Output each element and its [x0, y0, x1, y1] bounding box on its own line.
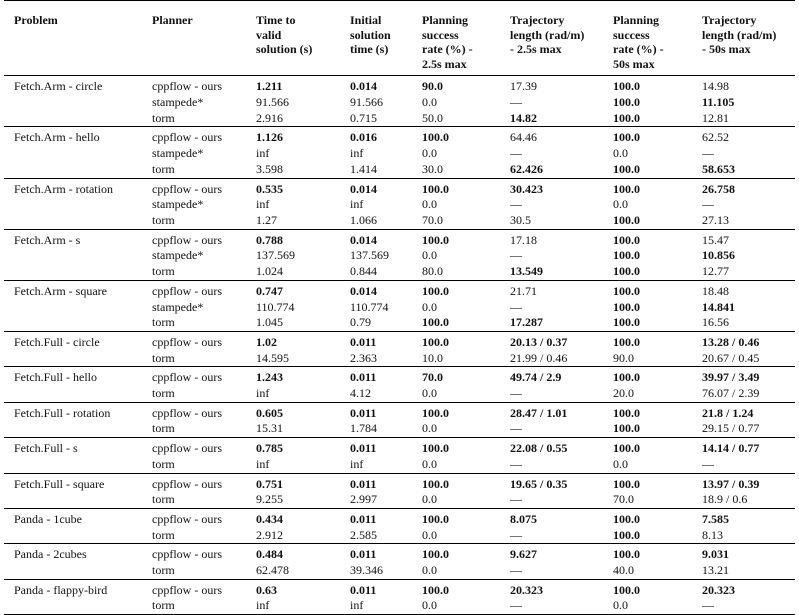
initial-time-cell: 0.011 — [340, 508, 412, 527]
problem-cell — [4, 421, 142, 437]
success-50s-cell: 100.0 — [613, 315, 640, 330]
problem-cell — [4, 213, 142, 229]
success-50s-cell: 100.0 — [603, 508, 692, 527]
traj-length-50s-cell: 39.97 / 3.49 — [692, 367, 795, 386]
planner-cell: stampede* — [152, 95, 204, 110]
time-valid-cell: 137.569 — [256, 248, 295, 263]
initial-time-cell: 0.011 — [340, 402, 412, 421]
time-valid-cell: 1.024 — [256, 264, 283, 279]
header-planner: Planner — [142, 1, 246, 76]
results-table — [4, 0, 795, 615]
traj-length-50s-cell: — — [692, 598, 795, 614]
success-2-5s-cell: 0.0 — [422, 386, 437, 401]
planner-cell: torm — [152, 350, 175, 365]
success-50s-cell: 100.0 — [603, 579, 692, 598]
header-traj-length-2-5s: Trajectory length (rad/m) - 2.5s max — [500, 1, 603, 76]
table-row — [4, 438, 795, 457]
time-valid-cell: 110.774 — [256, 299, 295, 314]
time-valid-cell: 91.566 — [256, 95, 289, 110]
success-2-5s-cell: 50.0 — [422, 110, 443, 125]
time-valid-cell: 1.27 — [256, 213, 277, 227]
success-50s-cell: 0.0 — [613, 197, 628, 212]
traj-length-50s-cell: 20.67 / 0.45 — [702, 350, 760, 365]
initial-time-cell: 137.569 — [350, 248, 389, 263]
success-50s-cell: 100.0 — [603, 473, 692, 492]
success-2-5s-cell: 100.0 — [412, 402, 500, 421]
planner-cell: torm — [152, 563, 175, 578]
traj-length-2-5s-cell: 30.5 — [510, 213, 531, 227]
table-row — [4, 598, 795, 614]
time-valid-cell: 2.912 — [256, 527, 283, 542]
success-50s-cell: 100.0 — [613, 527, 640, 542]
table-row — [4, 492, 795, 508]
initial-time-cell: 1.784 — [350, 421, 377, 436]
planner-cell: stampede* — [152, 197, 204, 212]
traj-length-2-5s-cell: — — [510, 386, 522, 401]
time-valid-cell: 1.045 — [256, 315, 283, 330]
initial-time-cell: 1.414 — [350, 161, 377, 176]
time-valid-cell: 15.31 — [256, 421, 283, 436]
table-row — [4, 264, 795, 280]
time-valid-cell: 0.788 — [246, 229, 340, 248]
success-2-5s-cell: 100.0 — [412, 127, 500, 146]
planner-cell: cppflow - ours — [142, 367, 246, 386]
success-50s-cell: 100.0 — [603, 127, 692, 146]
planner-cell: cppflow - ours — [142, 127, 246, 146]
time-valid-cell: 1.02 — [246, 331, 340, 350]
success-50s-cell: 100.0 — [603, 229, 692, 248]
success-50s-cell: 0.0 — [613, 146, 628, 161]
traj-length-50s-cell: 26.758 — [692, 178, 795, 197]
problem-cell — [4, 264, 142, 280]
success-2-5s-cell: 100.0 — [422, 315, 449, 330]
problem-cell — [4, 300, 142, 316]
traj-length-2-5s-cell: 9.627 — [500, 544, 603, 563]
traj-length-50s-cell: 29.15 / 0.77 — [702, 421, 760, 436]
initial-time-cell: inf — [350, 456, 364, 471]
success-50s-cell: 100.0 — [603, 438, 692, 457]
problem-cell — [4, 386, 142, 402]
traj-length-2-5s-cell: 17.39 — [500, 76, 603, 95]
initial-time-cell: 0.79 — [350, 315, 371, 330]
planner-cell: stampede* — [152, 146, 204, 161]
traj-length-50s-cell: 18.9 / 0.6 — [702, 492, 748, 507]
planner-cell: torm — [152, 527, 175, 542]
time-valid-cell: 0.785 — [246, 438, 340, 457]
initial-time-cell: 2.585 — [350, 527, 377, 542]
success-2-5s-cell: 0.0 — [422, 456, 437, 471]
success-50s-cell: 100.0 — [613, 110, 640, 125]
table-row — [4, 402, 795, 421]
problem-cell — [4, 563, 142, 579]
traj-length-2-5s-cell: — — [510, 527, 522, 542]
time-valid-cell: inf — [256, 197, 270, 212]
time-valid-cell: 3.598 — [256, 161, 283, 176]
header-problem: Problem — [4, 1, 142, 76]
initial-time-cell: 0.011 — [340, 544, 412, 563]
initial-time-cell: 1.066 — [350, 213, 377, 227]
success-2-5s-cell: 70.0 — [412, 367, 500, 386]
success-50s-cell: 100.0 — [613, 161, 640, 176]
time-valid-cell: 0.605 — [246, 402, 340, 421]
time-valid-cell: 0.751 — [246, 473, 340, 492]
time-valid-cell: inf — [256, 146, 270, 161]
initial-time-cell: 0.014 — [340, 280, 412, 299]
planner-cell: cppflow - ours — [142, 331, 246, 350]
planner-cell: cppflow - ours — [142, 508, 246, 527]
planner-cell: cppflow - ours — [142, 579, 246, 598]
traj-length-50s-cell: 14.14 / 0.77 — [692, 438, 795, 457]
initial-time-cell: 0.011 — [340, 438, 412, 457]
traj-length-2-5s-cell: — — [510, 248, 522, 263]
planner-cell: torm — [142, 598, 246, 614]
traj-length-2-5s-cell: 13.549 — [510, 264, 543, 279]
traj-length-50s-cell: 14.841 — [702, 299, 735, 314]
initial-time-cell: 2.363 — [350, 350, 377, 365]
problem-cell: Panda - flappy-bird — [4, 579, 142, 598]
success-2-5s-cell: 0.0 — [412, 598, 500, 614]
traj-length-2-5s-cell: 64.46 — [500, 127, 603, 146]
traj-length-50s-cell: 21.8 / 1.24 — [692, 402, 795, 421]
traj-length-2-5s-cell: — — [510, 197, 522, 212]
success-50s-cell: 100.0 — [603, 544, 692, 563]
table-row — [4, 280, 795, 299]
traj-length-2-5s-cell: 49.74 / 2.9 — [500, 367, 603, 386]
planner-cell: torm — [152, 315, 175, 330]
success-50s-cell: 100.0 — [613, 299, 640, 314]
problem-cell — [4, 492, 142, 508]
traj-length-2-5s-cell: 62.426 — [510, 161, 543, 176]
initial-time-cell: 0.844 — [350, 264, 377, 279]
planner-cell: cppflow - ours — [142, 178, 246, 197]
time-valid-cell: inf — [246, 598, 340, 614]
traj-length-2-5s-cell: — — [510, 492, 522, 507]
success-2-5s-cell: 100.0 — [412, 508, 500, 527]
time-valid-cell: 62.478 — [256, 563, 289, 578]
planner-cell: torm — [152, 456, 175, 471]
table-row — [4, 213, 795, 229]
table-row — [4, 111, 795, 127]
initial-time-cell: inf — [340, 598, 412, 614]
planner-cell: cppflow - ours — [142, 473, 246, 492]
success-2-5s-cell: 100.0 — [412, 178, 500, 197]
problem-cell — [4, 146, 142, 162]
success-50s-cell: 100.0 — [613, 421, 640, 436]
success-2-5s-cell: 0.0 — [422, 146, 437, 161]
initial-time-cell: 0.011 — [340, 367, 412, 386]
success-50s-cell: 100.0 — [603, 280, 692, 299]
success-2-5s-cell: 100.0 — [412, 544, 500, 563]
planner-cell: torm — [152, 386, 175, 401]
success-50s-cell: 100.0 — [613, 248, 640, 263]
time-valid-cell: 0.535 — [246, 178, 340, 197]
table-row — [4, 300, 795, 316]
planner-cell: torm — [152, 110, 175, 125]
traj-length-2-5s-cell: 21.71 — [500, 280, 603, 299]
traj-length-2-5s-cell: 20.323 — [500, 579, 603, 598]
header-success-2-5s: Planning success rate (%) - 2.5s max — [412, 1, 500, 76]
problem-cell — [4, 248, 142, 264]
traj-length-50s-cell: 16.56 — [702, 315, 729, 330]
traj-length-2-5s-cell: 19.65 / 0.35 — [500, 473, 603, 492]
success-2-5s-cell: 100.0 — [412, 331, 500, 350]
header-row — [4, 1, 795, 76]
success-2-5s-cell: 100.0 — [412, 438, 500, 457]
time-valid-cell: 0.484 — [246, 544, 340, 563]
traj-length-50s-cell: 11.105 — [702, 95, 735, 110]
success-50s-cell: 100.0 — [603, 331, 692, 350]
initial-time-cell: inf — [350, 197, 364, 212]
time-valid-cell: 1.126 — [246, 127, 340, 146]
traj-length-50s-cell: 15.47 — [692, 229, 795, 248]
success-50s-cell: 70.0 — [613, 492, 634, 507]
success-2-5s-cell: 0.0 — [422, 527, 437, 542]
table-header — [4, 1, 795, 76]
success-2-5s-cell: 90.0 — [412, 76, 500, 95]
planner-cell: torm — [152, 213, 175, 227]
initial-time-cell: 0.715 — [350, 110, 377, 125]
table-row — [4, 351, 795, 367]
planner-cell: torm — [152, 421, 175, 436]
traj-length-2-5s-cell: — — [510, 456, 522, 471]
problem-cell: Fetch.Full - hello — [4, 367, 142, 386]
initial-time-cell: 39.346 — [350, 563, 383, 578]
table-row — [4, 457, 795, 473]
table-row — [4, 508, 795, 527]
success-2-5s-cell: 0.0 — [422, 421, 437, 436]
success-50s-cell: 0.0 — [603, 598, 692, 614]
success-2-5s-cell: 0.0 — [422, 299, 437, 314]
success-50s-cell: 100.0 — [603, 367, 692, 386]
traj-length-50s-cell: 12.81 — [702, 110, 729, 125]
time-valid-cell: 1.243 — [246, 367, 340, 386]
success-2-5s-cell: 30.0 — [422, 161, 443, 176]
problem-cell — [4, 197, 142, 213]
traj-length-2-5s-cell: 17.287 — [510, 315, 543, 330]
table-row — [4, 563, 795, 579]
traj-length-50s-cell: — — [702, 197, 714, 212]
success-2-5s-cell: 100.0 — [412, 280, 500, 299]
traj-length-50s-cell: 13.28 / 0.46 — [692, 331, 795, 350]
traj-length-2-5s-cell: — — [510, 421, 522, 436]
table-row — [4, 178, 795, 197]
success-50s-cell: 100.0 — [613, 95, 640, 110]
problem-cell — [4, 162, 142, 178]
initial-time-cell: 0.016 — [340, 127, 412, 146]
traj-length-50s-cell: 76.07 / 2.39 — [702, 386, 760, 401]
traj-length-2-5s-cell: — — [510, 146, 522, 161]
table-row — [4, 473, 795, 492]
planner-cell: torm — [152, 264, 175, 279]
problem-cell — [4, 111, 142, 127]
table-row — [4, 421, 795, 437]
traj-length-50s-cell: 18.48 — [692, 280, 795, 299]
traj-length-2-5s-cell: 28.47 / 1.01 — [500, 402, 603, 421]
traj-length-50s-cell: 20.323 — [692, 579, 795, 598]
planner-cell: stampede* — [152, 299, 204, 314]
header-success-50s: Planning success rate (%) - 50s max — [603, 1, 692, 76]
table-row — [4, 127, 795, 146]
traj-length-2-5s-cell: 20.13 / 0.37 — [500, 331, 603, 350]
problem-cell: Fetch.Full - circle — [4, 331, 142, 350]
initial-time-cell: 0.014 — [340, 76, 412, 95]
table-row — [4, 197, 795, 213]
problem-cell: Fetch.Arm - circle — [4, 76, 142, 95]
traj-length-2-5s-cell: 30.423 — [500, 178, 603, 197]
problem-cell — [4, 315, 142, 331]
planner-cell: cppflow - ours — [142, 438, 246, 457]
success-50s-cell: 0.0 — [613, 456, 628, 471]
table-row — [4, 579, 795, 598]
initial-time-cell: 91.566 — [350, 95, 383, 110]
success-2-5s-cell: 0.0 — [422, 95, 437, 110]
problem-cell — [4, 351, 142, 367]
initial-time-cell: 110.774 — [350, 299, 389, 314]
time-valid-cell: 2.916 — [256, 110, 283, 125]
success-50s-cell: 100.0 — [613, 213, 640, 227]
initial-time-cell: inf — [350, 146, 364, 161]
traj-length-50s-cell: — — [702, 456, 714, 471]
time-valid-cell: 9.255 — [256, 492, 283, 507]
traj-length-2-5s-cell: — — [510, 563, 522, 578]
success-50s-cell: 100.0 — [603, 178, 692, 197]
planner-cell: stampede* — [152, 248, 204, 263]
table-row — [4, 386, 795, 402]
time-valid-cell: 0.63 — [246, 579, 340, 598]
success-2-5s-cell: 100.0 — [412, 473, 500, 492]
table-row — [4, 95, 795, 111]
problem-cell — [4, 598, 142, 614]
traj-length-50s-cell: — — [702, 146, 714, 161]
header-traj-length-50s: Trajectory length (rad/m) - 50s max — [692, 1, 795, 76]
initial-time-cell: 4.12 — [350, 386, 371, 401]
success-2-5s-cell: 100.0 — [412, 579, 500, 598]
success-50s-cell: 100.0 — [613, 264, 640, 279]
time-valid-cell: inf — [256, 386, 270, 401]
problem-cell: Fetch.Full - rotation — [4, 402, 142, 421]
traj-length-50s-cell: 8.13 — [702, 527, 723, 542]
initial-time-cell: 0.014 — [340, 178, 412, 197]
success-2-5s-cell: 0.0 — [422, 248, 437, 263]
time-valid-cell: 0.747 — [246, 280, 340, 299]
success-50s-cell: 20.0 — [613, 386, 634, 401]
table-row — [4, 162, 795, 178]
problem-cell: Fetch.Arm - square — [4, 280, 142, 299]
traj-length-2-5s-cell: 22.08 / 0.55 — [500, 438, 603, 457]
traj-length-2-5s-cell: 17.18 — [500, 229, 603, 248]
success-2-5s-cell: 0.0 — [422, 492, 437, 507]
traj-length-2-5s-cell: 14.82 — [510, 110, 537, 125]
header-initial-time: Initial solution time (s) — [340, 1, 412, 76]
problem-cell: Fetch.Full - square — [4, 473, 142, 492]
traj-length-50s-cell: 27.13 — [702, 213, 729, 227]
planner-cell: torm — [152, 492, 175, 507]
initial-time-cell: 2.997 — [350, 492, 377, 507]
time-valid-cell: 0.434 — [246, 508, 340, 527]
table-body — [4, 76, 795, 615]
success-50s-cell: 100.0 — [603, 402, 692, 421]
problem-cell — [4, 528, 142, 544]
problem-cell: Fetch.Arm - rotation — [4, 178, 142, 197]
initial-time-cell: 0.011 — [340, 579, 412, 598]
initial-time-cell: 0.011 — [340, 473, 412, 492]
planner-cell: cppflow - ours — [142, 76, 246, 95]
planner-cell: cppflow - ours — [142, 229, 246, 248]
success-50s-cell: 90.0 — [613, 350, 634, 365]
problem-cell — [4, 457, 142, 473]
success-2-5s-cell: 0.0 — [422, 563, 437, 578]
success-2-5s-cell: 70.0 — [422, 213, 443, 227]
traj-length-50s-cell: 7.585 — [692, 508, 795, 527]
time-valid-cell: 14.595 — [256, 350, 289, 365]
planner-cell: cppflow - ours — [142, 544, 246, 563]
success-2-5s-cell: 80.0 — [422, 264, 443, 279]
traj-length-2-5s-cell: 21.99 / 0.46 — [510, 350, 568, 365]
traj-length-50s-cell: 58.653 — [702, 161, 735, 176]
success-2-5s-cell: 100.0 — [412, 229, 500, 248]
planner-cell: cppflow - ours — [142, 280, 246, 299]
header-time-valid: Time to valid solution (s) — [246, 1, 340, 76]
table-row — [4, 76, 795, 95]
success-50s-cell: 40.0 — [613, 563, 634, 578]
table-row — [4, 229, 795, 248]
traj-length-50s-cell: 10.856 — [702, 248, 735, 263]
traj-length-2-5s-cell: 8.075 — [500, 508, 603, 527]
table-row — [4, 315, 795, 331]
problem-cell: Fetch.Full - s — [4, 438, 142, 457]
traj-length-50s-cell: 9.031 — [692, 544, 795, 563]
table-row — [4, 248, 795, 264]
planner-cell: torm — [152, 161, 175, 176]
problem-cell — [4, 95, 142, 111]
problem-cell: Panda - 2cubes — [4, 544, 142, 563]
problem-cell: Fetch.Arm - hello — [4, 127, 142, 146]
traj-length-2-5s-cell: — — [510, 299, 522, 314]
time-valid-cell: 1.211 — [246, 76, 340, 95]
traj-length-2-5s-cell: — — [500, 598, 603, 614]
traj-length-50s-cell: 14.98 — [692, 76, 795, 95]
table-row — [4, 331, 795, 350]
success-2-5s-cell: 10.0 — [422, 350, 443, 365]
success-2-5s-cell: 0.0 — [422, 197, 437, 212]
planner-cell: cppflow - ours — [142, 402, 246, 421]
initial-time-cell: 0.014 — [340, 229, 412, 248]
problem-cell: Panda - 1cube — [4, 508, 142, 527]
traj-length-50s-cell: 12.77 — [702, 264, 729, 279]
success-50s-cell: 100.0 — [603, 76, 692, 95]
table-row — [4, 146, 795, 162]
traj-length-50s-cell: 62.52 — [692, 127, 795, 146]
time-valid-cell: inf — [256, 456, 270, 471]
traj-length-2-5s-cell: — — [510, 95, 522, 110]
initial-time-cell: 0.011 — [340, 331, 412, 350]
table-row — [4, 544, 795, 563]
table-row — [4, 367, 795, 386]
table-row — [4, 528, 795, 544]
traj-length-50s-cell: 13.97 / 0.39 — [692, 473, 795, 492]
traj-length-50s-cell: 13.21 — [702, 563, 729, 578]
problem-cell: Fetch.Arm - s — [4, 229, 142, 248]
